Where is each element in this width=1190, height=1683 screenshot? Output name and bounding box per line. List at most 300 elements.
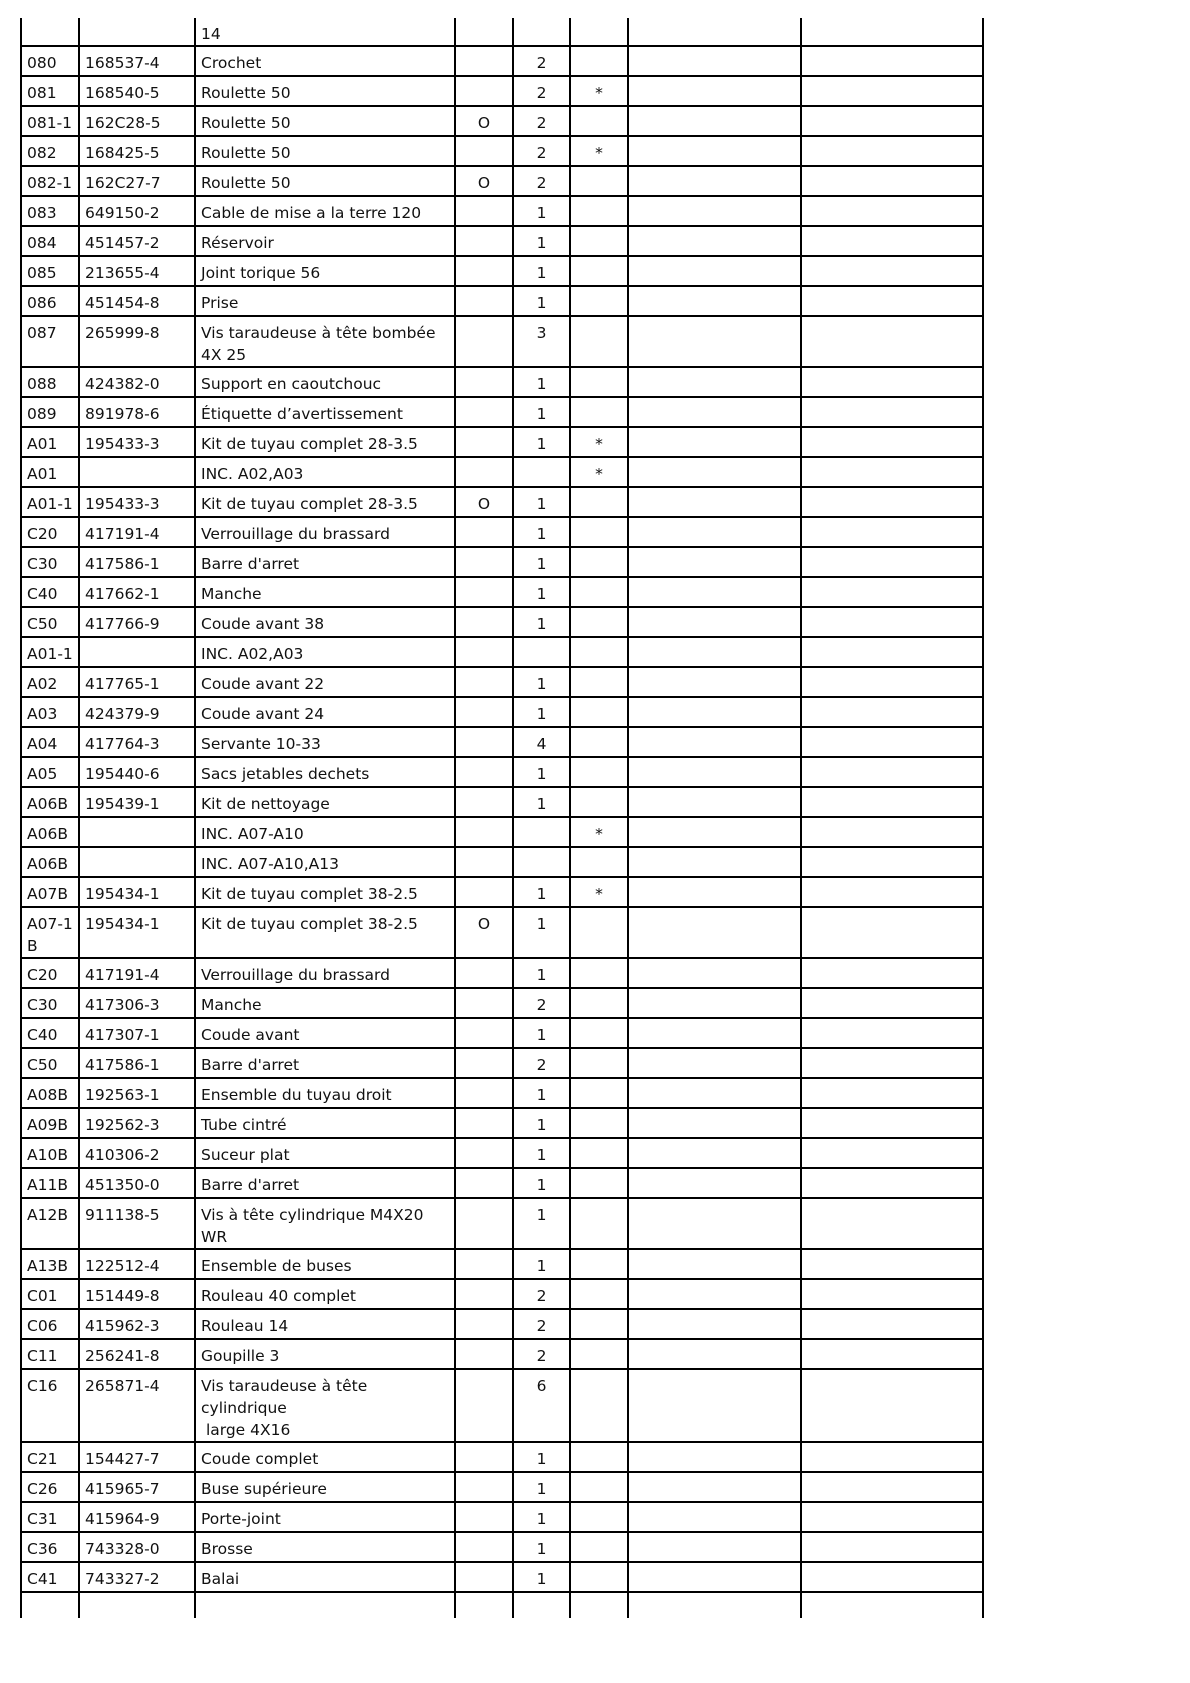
table-row — [21, 667, 983, 697]
part-number-cell — [79, 18, 195, 46]
table-row — [21, 517, 983, 547]
blank-cell — [628, 727, 801, 757]
description-cell: Suceur plat — [195, 1138, 455, 1168]
option-cell: O — [455, 166, 513, 196]
blank-cell — [801, 1502, 983, 1532]
description-cell: Ensemble du tuyau droit — [195, 1078, 455, 1108]
option-cell — [455, 367, 513, 397]
blank-cell — [801, 226, 983, 256]
part-number-cell — [79, 847, 195, 877]
table-row — [21, 1249, 983, 1279]
quantity-cell: 1 — [513, 607, 570, 637]
blank-cell — [801, 877, 983, 907]
table-row — [21, 196, 983, 226]
blank-cell — [628, 547, 801, 577]
note-cell: * — [570, 457, 628, 487]
blank-cell — [628, 226, 801, 256]
note-cell — [570, 1279, 628, 1309]
description-cell: Roulette 50 — [195, 166, 455, 196]
blank-cell — [801, 1592, 983, 1618]
part-number-cell: 192562-3 — [79, 1108, 195, 1138]
option-cell — [455, 1592, 513, 1618]
part-number-cell: 162C27-7 — [79, 166, 195, 196]
item-number-cell: C31 — [21, 1502, 79, 1532]
table-row — [21, 46, 983, 76]
note-cell: * — [570, 427, 628, 457]
description-cell: Kit de nettoyage — [195, 787, 455, 817]
item-number-cell: C36 — [21, 1532, 79, 1562]
table-row — [21, 1532, 983, 1562]
description-cell: Barre d'arret — [195, 1168, 455, 1198]
table-row — [21, 817, 983, 847]
blank-cell — [801, 166, 983, 196]
part-number-cell: 195433-3 — [79, 487, 195, 517]
description-cell: INC. A07-A10 — [195, 817, 455, 847]
description-cell: Barre d'arret — [195, 547, 455, 577]
note-cell — [570, 727, 628, 757]
description-cell: Brosse — [195, 1532, 455, 1562]
blank-cell — [628, 46, 801, 76]
table-row — [21, 18, 983, 46]
item-number-cell: 081 — [21, 76, 79, 106]
part-number-cell: 911138-5 — [79, 1198, 195, 1249]
option-cell — [455, 1018, 513, 1048]
quantity-cell: 3 — [513, 316, 570, 367]
part-number-cell: 649150-2 — [79, 196, 195, 226]
blank-cell — [628, 316, 801, 367]
table-row — [21, 757, 983, 787]
note-cell — [570, 547, 628, 577]
item-number-cell: C30 — [21, 547, 79, 577]
item-number-cell: A07B — [21, 877, 79, 907]
item-number-cell: C26 — [21, 1472, 79, 1502]
table-row — [21, 787, 983, 817]
blank-cell — [801, 136, 983, 166]
part-number-cell: 417306-3 — [79, 988, 195, 1018]
option-cell — [455, 847, 513, 877]
blank-cell — [801, 1279, 983, 1309]
part-number-cell: 154427-7 — [79, 1442, 195, 1472]
note-cell — [570, 1592, 628, 1618]
blank-cell — [801, 196, 983, 226]
option-cell — [455, 1078, 513, 1108]
note-cell — [570, 166, 628, 196]
option-cell — [455, 1369, 513, 1442]
option-cell — [455, 1108, 513, 1138]
option-cell — [455, 196, 513, 226]
quantity-cell: 1 — [513, 757, 570, 787]
blank-cell — [801, 637, 983, 667]
part-number-cell: 451350-0 — [79, 1168, 195, 1198]
blank-cell — [628, 1198, 801, 1249]
quantity-cell: 2 — [513, 76, 570, 106]
blank-cell — [628, 1472, 801, 1502]
blank-cell — [801, 1018, 983, 1048]
part-number-cell: 265871-4 — [79, 1369, 195, 1442]
blank-cell — [628, 787, 801, 817]
quantity-cell: 2 — [513, 1279, 570, 1309]
item-number-cell: A09B — [21, 1108, 79, 1138]
blank-cell — [628, 166, 801, 196]
description-cell: Coude avant 24 — [195, 697, 455, 727]
note-cell — [570, 847, 628, 877]
note-cell: * — [570, 136, 628, 166]
part-number-cell: 168537-4 — [79, 46, 195, 76]
table-row — [21, 958, 983, 988]
blank-cell — [801, 316, 983, 367]
part-number-cell: 168425-5 — [79, 136, 195, 166]
part-number-cell: 417765-1 — [79, 667, 195, 697]
quantity-cell: 1 — [513, 427, 570, 457]
blank-cell — [628, 1249, 801, 1279]
quantity-cell — [513, 457, 570, 487]
part-number-cell: 192563-1 — [79, 1078, 195, 1108]
description-cell: Étiquette d’avertissement — [195, 397, 455, 427]
blank-cell — [801, 1078, 983, 1108]
table-row — [21, 1442, 983, 1472]
note-cell — [570, 1108, 628, 1138]
note-cell — [570, 907, 628, 958]
table-row — [21, 316, 983, 367]
option-cell — [455, 1279, 513, 1309]
option-cell — [455, 1198, 513, 1249]
quantity-cell — [513, 637, 570, 667]
note-cell — [570, 1442, 628, 1472]
item-number-cell: C40 — [21, 1018, 79, 1048]
blank-cell — [801, 76, 983, 106]
quantity-cell: 2 — [513, 46, 570, 76]
item-number-cell: C41 — [21, 1562, 79, 1592]
note-cell — [570, 577, 628, 607]
description-cell: Manche — [195, 988, 455, 1018]
part-number-cell — [79, 817, 195, 847]
item-number-cell: 087 — [21, 316, 79, 367]
blank-cell — [801, 1309, 983, 1339]
quantity-cell: 1 — [513, 487, 570, 517]
description-cell: INC. A02,A03 — [195, 637, 455, 667]
part-number-cell: 417191-4 — [79, 958, 195, 988]
description-cell: Cable de mise a la terre 120 — [195, 196, 455, 226]
description-cell: Coude complet — [195, 1442, 455, 1472]
option-cell — [455, 397, 513, 427]
item-number-cell: 082 — [21, 136, 79, 166]
part-number-cell: 151449-8 — [79, 1279, 195, 1309]
description-cell: Vis taraudeuse à tête bombée 4X 25 — [195, 316, 455, 367]
item-number-cell: A11B — [21, 1168, 79, 1198]
item-number-cell: C40 — [21, 577, 79, 607]
quantity-cell: 1 — [513, 1502, 570, 1532]
item-number-cell — [21, 1592, 79, 1618]
table-row — [21, 286, 983, 316]
quantity-cell: 1 — [513, 547, 570, 577]
table-row — [21, 877, 983, 907]
blank-cell — [628, 487, 801, 517]
quantity-cell — [513, 847, 570, 877]
description-cell: Joint torique 56 — [195, 256, 455, 286]
blank-cell — [801, 988, 983, 1018]
description-cell: Roulette 50 — [195, 136, 455, 166]
option-cell — [455, 517, 513, 547]
option-cell — [455, 46, 513, 76]
blank-cell — [801, 1369, 983, 1442]
quantity-cell — [513, 1592, 570, 1618]
option-cell — [455, 607, 513, 637]
blank-cell — [628, 18, 801, 46]
table-row — [21, 697, 983, 727]
note-cell — [570, 196, 628, 226]
description-cell: Kit de tuyau complet 28-3.5 — [195, 427, 455, 457]
blank-cell — [628, 577, 801, 607]
item-number-cell: 086 — [21, 286, 79, 316]
quantity-cell: 2 — [513, 166, 570, 196]
item-number-cell: A13B — [21, 1249, 79, 1279]
part-number-cell: 417586-1 — [79, 547, 195, 577]
item-number-cell: A03 — [21, 697, 79, 727]
option-cell — [455, 877, 513, 907]
note-cell: * — [570, 817, 628, 847]
description-cell: Rouleau 40 complet — [195, 1279, 455, 1309]
table-row — [21, 1078, 983, 1108]
quantity-cell: 1 — [513, 397, 570, 427]
item-number-cell: C50 — [21, 1048, 79, 1078]
note-cell — [570, 286, 628, 316]
blank-cell — [801, 1108, 983, 1138]
blank-cell — [628, 1078, 801, 1108]
blank-cell — [628, 1168, 801, 1198]
item-number-cell: A06B — [21, 847, 79, 877]
table-row — [21, 1138, 983, 1168]
description-cell: Servante 10-33 — [195, 727, 455, 757]
description-cell: Coude avant — [195, 1018, 455, 1048]
note-cell: * — [570, 877, 628, 907]
table-row — [21, 1108, 983, 1138]
blank-cell — [801, 577, 983, 607]
description-cell: Prise — [195, 286, 455, 316]
option-cell — [455, 1562, 513, 1592]
table-row — [21, 1279, 983, 1309]
note-cell — [570, 1168, 628, 1198]
quantity-cell: 2 — [513, 988, 570, 1018]
part-number-cell: 410306-2 — [79, 1138, 195, 1168]
blank-cell — [628, 1339, 801, 1369]
table-row — [21, 607, 983, 637]
note-cell — [570, 106, 628, 136]
note-cell — [570, 1249, 628, 1279]
description-cell: Kit de tuyau complet 28-3.5 — [195, 487, 455, 517]
item-number-cell: A10B — [21, 1138, 79, 1168]
description-cell: Tube cintré — [195, 1108, 455, 1138]
note-cell — [570, 1502, 628, 1532]
quantity-cell: 1 — [513, 1018, 570, 1048]
blank-cell — [628, 76, 801, 106]
option-cell — [455, 577, 513, 607]
blank-cell — [801, 1138, 983, 1168]
item-number-cell: C30 — [21, 988, 79, 1018]
option-cell — [455, 226, 513, 256]
blank-cell — [801, 1562, 983, 1592]
description-cell: Verrouillage du brassard — [195, 958, 455, 988]
description-cell: INC. A02,A03 — [195, 457, 455, 487]
part-number-cell — [79, 1592, 195, 1618]
description-cell: Rouleau 14 — [195, 1309, 455, 1339]
note-cell — [570, 1532, 628, 1562]
part-number-cell — [79, 637, 195, 667]
description-cell: Roulette 50 — [195, 76, 455, 106]
blank-cell — [628, 1108, 801, 1138]
item-number-cell: A06B — [21, 817, 79, 847]
option-cell — [455, 697, 513, 727]
blank-cell — [628, 196, 801, 226]
blank-cell — [628, 1048, 801, 1078]
description-cell: 14 — [195, 18, 455, 46]
quantity-cell: 1 — [513, 667, 570, 697]
item-number-cell: A07-1B — [21, 907, 79, 958]
part-number-cell: 451454-8 — [79, 286, 195, 316]
quantity-cell: 1 — [513, 1078, 570, 1108]
blank-cell — [628, 988, 801, 1018]
table-row — [21, 637, 983, 667]
blank-cell — [628, 1592, 801, 1618]
blank-cell — [628, 1369, 801, 1442]
quantity-cell: 1 — [513, 1108, 570, 1138]
quantity-cell: 4 — [513, 727, 570, 757]
note-cell — [570, 18, 628, 46]
option-cell — [455, 256, 513, 286]
quantity-cell: 6 — [513, 1369, 570, 1442]
note-cell: * — [570, 76, 628, 106]
part-number-cell: 891978-6 — [79, 397, 195, 427]
quantity-cell — [513, 18, 570, 46]
blank-cell — [801, 457, 983, 487]
description-cell: Réservoir — [195, 226, 455, 256]
description-cell: Sacs jetables dechets — [195, 757, 455, 787]
option-cell — [455, 1048, 513, 1078]
part-number-cell: 424382-0 — [79, 367, 195, 397]
option-cell — [455, 136, 513, 166]
option-cell — [455, 547, 513, 577]
description-cell: Manche — [195, 577, 455, 607]
part-number-cell: 417764-3 — [79, 727, 195, 757]
item-number-cell: A01 — [21, 427, 79, 457]
note-cell — [570, 1309, 628, 1339]
quantity-cell: 2 — [513, 1309, 570, 1339]
table-row — [21, 76, 983, 106]
part-number-cell: 415965-7 — [79, 1472, 195, 1502]
part-number-cell: 417766-9 — [79, 607, 195, 637]
blank-cell — [801, 46, 983, 76]
table-row — [21, 397, 983, 427]
item-number-cell: C16 — [21, 1369, 79, 1442]
quantity-cell: 1 — [513, 1562, 570, 1592]
table-row — [21, 136, 983, 166]
blank-cell — [801, 1048, 983, 1078]
item-number-cell: C20 — [21, 958, 79, 988]
table-row — [21, 1309, 983, 1339]
description-cell: Coude avant 22 — [195, 667, 455, 697]
blank-cell — [628, 637, 801, 667]
description-cell: Verrouillage du brassard — [195, 517, 455, 547]
part-number-cell: 256241-8 — [79, 1339, 195, 1369]
parts-list-body — [21, 18, 983, 1618]
description-cell: INC. A07-A10,A13 — [195, 847, 455, 877]
note-cell — [570, 607, 628, 637]
option-cell — [455, 457, 513, 487]
part-number-cell: 195434-1 — [79, 877, 195, 907]
blank-cell — [628, 517, 801, 547]
description-cell: Buse supérieure — [195, 1472, 455, 1502]
blank-cell — [628, 427, 801, 457]
blank-cell — [801, 787, 983, 817]
quantity-cell: 1 — [513, 1472, 570, 1502]
note-cell — [570, 637, 628, 667]
quantity-cell: 1 — [513, 877, 570, 907]
item-number-cell: 088 — [21, 367, 79, 397]
note-cell — [570, 1369, 628, 1442]
option-cell — [455, 1309, 513, 1339]
blank-cell — [801, 607, 983, 637]
option-cell: O — [455, 907, 513, 958]
blank-cell — [628, 1562, 801, 1592]
quantity-cell: 1 — [513, 1198, 570, 1249]
option-cell — [455, 76, 513, 106]
part-number-cell: 415964-9 — [79, 1502, 195, 1532]
description-cell: Ensemble de buses — [195, 1249, 455, 1279]
item-number-cell: C01 — [21, 1279, 79, 1309]
item-number-cell: A01-1 — [21, 637, 79, 667]
description-cell: Crochet — [195, 46, 455, 76]
blank-cell — [628, 757, 801, 787]
table-row — [21, 1502, 983, 1532]
description-cell: Kit de tuyau complet 38-2.5 — [195, 877, 455, 907]
blank-cell — [628, 667, 801, 697]
part-number-cell: 743327-2 — [79, 1562, 195, 1592]
blank-cell — [801, 397, 983, 427]
note-cell — [570, 1472, 628, 1502]
option-cell — [455, 817, 513, 847]
item-number-cell: 082-1 — [21, 166, 79, 196]
part-number-cell: 195434-1 — [79, 907, 195, 958]
blank-cell — [801, 256, 983, 286]
quantity-cell: 2 — [513, 106, 570, 136]
table-row — [21, 1198, 983, 1249]
part-number-cell: 162C28-5 — [79, 106, 195, 136]
option-cell — [455, 1532, 513, 1562]
item-number-cell: 084 — [21, 226, 79, 256]
blank-cell — [801, 18, 983, 46]
note-cell — [570, 697, 628, 727]
item-number-cell — [21, 18, 79, 46]
blank-cell — [628, 136, 801, 166]
table-row — [21, 547, 983, 577]
item-number-cell: A12B — [21, 1198, 79, 1249]
part-number-cell: 195433-3 — [79, 427, 195, 457]
table-row — [21, 727, 983, 757]
option-cell: O — [455, 106, 513, 136]
part-number-cell: 417307-1 — [79, 1018, 195, 1048]
part-number-cell: 265999-8 — [79, 316, 195, 367]
item-number-cell: A04 — [21, 727, 79, 757]
table-row — [21, 847, 983, 877]
item-number-cell: C06 — [21, 1309, 79, 1339]
option-cell — [455, 667, 513, 697]
part-number-cell: 417586-1 — [79, 1048, 195, 1078]
description-cell: Vis taraudeuse à tête cylindrique large 4X16 — [195, 1369, 455, 1442]
table-row — [21, 577, 983, 607]
table-row — [21, 1472, 983, 1502]
quantity-cell: 1 — [513, 226, 570, 256]
quantity-cell — [513, 817, 570, 847]
blank-cell — [628, 1502, 801, 1532]
